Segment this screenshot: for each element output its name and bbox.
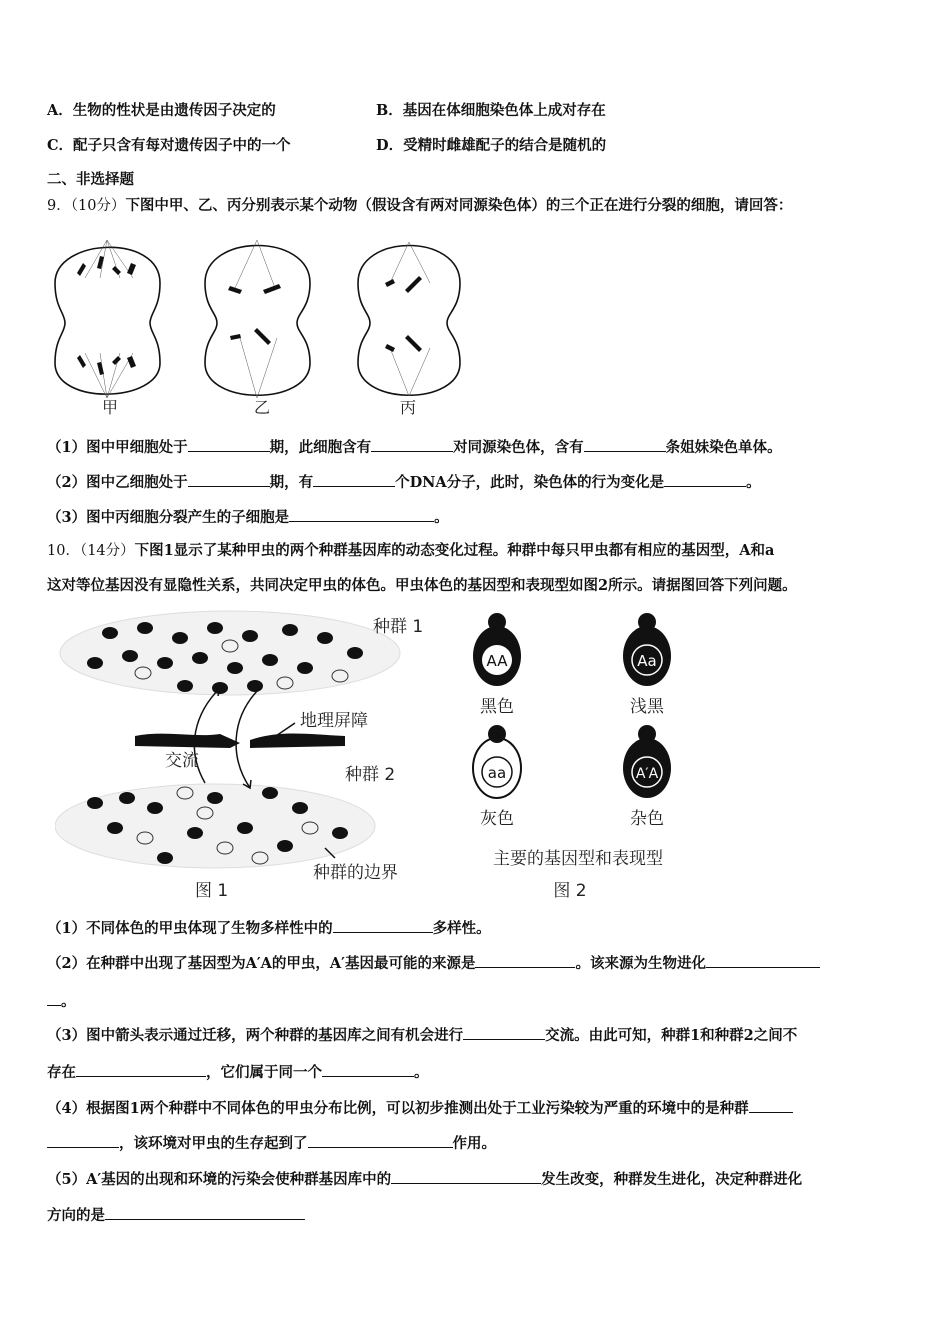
- q10-sub4-cont: [47, 1133, 496, 1154]
- q10-stem-text-1: 下图1显示了某种甲虫的两个种群基因库的动态变化过程。种群中每只甲虫都有相应的基因型，A和a: [134, 542, 775, 559]
- q10-score: （14分）: [79, 543, 135, 559]
- q10-sub1: [47, 918, 491, 939]
- cell-label-jia: 甲: [102, 398, 119, 417]
- option-b: B．基因在体细胞染色体上成对存在: [376, 102, 606, 119]
- cell-label-yi: 乙: [254, 398, 271, 417]
- q10-sub3-blank-1[interactable]: [463, 1025, 545, 1040]
- q10-sub3-blank-2[interactable]: [76, 1062, 206, 1077]
- q9-sub1: [47, 437, 782, 458]
- q9-sub1-text-d: 条姐妹染色单体。: [665, 439, 782, 456]
- q9-sub3-text-a: （3）图中丙细胞分裂产生的子细胞是: [47, 509, 290, 526]
- q10-sub4-blank-1[interactable]: [749, 1098, 793, 1113]
- q10-sub2-blank-2[interactable]: [706, 953, 820, 968]
- beetle-a-prime-a-mixed: [623, 725, 671, 798]
- q9-number: 9．: [47, 198, 71, 214]
- q10-sub3-text-b: 交流。由此可知，种群1和种群2之间不: [545, 1027, 798, 1044]
- population-1-label: 种群 1: [373, 617, 424, 637]
- figure-1-caption: 图 1: [195, 881, 229, 901]
- q10-sub5: [47, 1169, 802, 1190]
- q10-sub2-blank-2-cont[interactable]: [47, 991, 61, 1006]
- barrier-label: 地理屏障: [300, 711, 368, 731]
- q10-sub3-text-e: 。: [414, 1064, 429, 1081]
- q10-sub4-text-a: （4）根据图1两个种群中不同体色的甲虫分布比例，可以初步推测出处于工业污染较为严重的环境中的是种群: [47, 1100, 749, 1117]
- section-title: 二、非选择题: [47, 171, 134, 188]
- q10-sub4-blank-1-cont[interactable]: [47, 1133, 119, 1148]
- q10-sub2-blank-1[interactable]: [475, 953, 575, 968]
- q9-sub3-text-b: 。: [434, 509, 449, 526]
- beetle-aa-grey: [473, 725, 521, 798]
- cell-jia-outline: [55, 247, 160, 394]
- cell-label-bing: 丙: [400, 398, 417, 417]
- genotype-aa-upper: AA: [486, 652, 508, 670]
- figure-2-genotypes: [460, 608, 710, 908]
- q10-sub2: [47, 953, 820, 974]
- q10-sub3-text-a: （3）图中箭头表示通过迁移，两个种群的基因库之间有机会进行: [47, 1027, 464, 1044]
- phenotype-mixed: 杂色: [630, 809, 664, 829]
- q9-sub2-text-c: 个DNA分子，此时，染色体的行为变化是: [395, 474, 665, 491]
- q10-stem-line1: [47, 541, 774, 561]
- q10-sub3-text-c: 存在: [47, 1064, 76, 1081]
- q10-sub2-text-c: 。: [61, 993, 76, 1010]
- phenotype-light-black: 浅黑: [630, 697, 664, 717]
- cell-division-figure: [45, 228, 475, 418]
- option-d: D．受精时雌雄配子的结合是随机的: [376, 137, 607, 154]
- genotype-aa-lower: aa: [487, 764, 507, 782]
- q9-stem: [47, 196, 792, 216]
- geographic-barrier-shape: [135, 734, 345, 749]
- genotype-a-prime-a: A′A: [635, 766, 659, 782]
- q9-sub1-blank-3[interactable]: [584, 437, 666, 452]
- q10-stem-line2: 这对等位基因没有显隐性关系，共同决定甲虫的体色。甲虫体色的基因型和表现型如图2所示。请据图回答下列问题。: [47, 577, 797, 594]
- option-c: C．配子只含有每对遗传因子中的一个: [47, 137, 291, 154]
- q10-sub1-text-a: （1）不同体色的甲虫体现了生物多样性中的: [47, 920, 333, 937]
- q10-sub3-text-d: ，它们属于同一个: [206, 1064, 322, 1081]
- population-2-label: 种群 2: [345, 765, 396, 785]
- exchange-label: 交流: [165, 751, 199, 771]
- q10-sub4: [47, 1098, 793, 1119]
- boundary-label: 种群的边界: [313, 863, 398, 883]
- q9-sub2-blank-2[interactable]: [313, 472, 395, 487]
- q9-sub1-text-b: 期，此细胞含有: [269, 439, 372, 456]
- q9-sub2-text-d: 。: [746, 474, 761, 491]
- q9-sub1-blank-2[interactable]: [371, 437, 453, 452]
- q9-sub1-text-c: 对同源染色体，含有: [453, 439, 584, 456]
- beetle-aa-light-black: [623, 613, 671, 686]
- q10-sub2-text-b: 。该来源为生物进化: [575, 955, 706, 972]
- q9-sub2-text-b: 期，有: [269, 474, 314, 491]
- q10-sub2-text-a: （2）在种群中出现了基因型为A′A的甲虫，A′基因最可能的来源是: [47, 955, 476, 972]
- exchange-arrow-down: [236, 688, 260, 788]
- q9-sub2-blank-1[interactable]: [188, 472, 270, 487]
- q10-sub4-text-b: ，该环境对甲虫的生存起到了: [119, 1135, 308, 1152]
- q10-sub3-cont: [47, 1062, 429, 1083]
- q9-sub2: [47, 472, 761, 493]
- option-a: A．生物的性状是由遗传因子决定的: [47, 102, 276, 119]
- q10-sub4-blank-2[interactable]: [308, 1133, 453, 1148]
- q10-sub5-text-c: 方向的是: [47, 1207, 105, 1224]
- q10-number: 10．: [47, 543, 80, 559]
- q9-sub2-blank-3[interactable]: [664, 472, 746, 487]
- q9-sub1-text-a: （1）图中甲细胞处于: [47, 439, 188, 456]
- q10-sub3: [47, 1025, 797, 1046]
- q10-sub5-cont: [47, 1205, 305, 1226]
- cell-yi-outline: [205, 246, 310, 396]
- q10-sub4-text-c: 作用。: [452, 1135, 496, 1152]
- genotype-aa-mixed: Aa: [637, 652, 657, 670]
- q10-sub1-text-b: 多样性。: [432, 920, 491, 937]
- q10-sub1-blank-1[interactable]: [333, 918, 433, 933]
- q10-sub3-blank-3[interactable]: [322, 1062, 414, 1077]
- q9-stem-text: 下图中甲、乙、丙分别表示某个动物（假设含有两对同源染色体）的三个正在进行分裂的细胞，请回答：: [125, 197, 793, 214]
- beetle-aa-black: [473, 613, 521, 686]
- q9-sub3: [47, 507, 449, 528]
- phenotype-grey: 灰色: [480, 809, 514, 829]
- q9-sub2-text-a: （2）图中乙细胞处于: [47, 474, 188, 491]
- q10-sub5-blank-1[interactable]: [391, 1169, 541, 1184]
- q10-sub5-blank-2[interactable]: [105, 1205, 305, 1220]
- q10-sub5-text-b: 发生改变，种群发生进化，决定种群进化: [541, 1171, 803, 1188]
- q10-sub5-text-a: （5）A′基因的出现和环境的污染会使种群基因库中的: [47, 1171, 392, 1188]
- figure-2-caption: 图 2: [553, 881, 587, 901]
- phenotype-black: 黑色: [480, 697, 514, 717]
- q9-sub1-blank-1[interactable]: [188, 437, 270, 452]
- figure-2-subtitle: 主要的基因型和表现型: [493, 849, 663, 869]
- q9-score: （10分）: [70, 198, 126, 214]
- q10-sub2-cont: [47, 991, 76, 1012]
- cell-bing-outline: [358, 246, 460, 396]
- figure-1-populations: [55, 608, 455, 908]
- q9-sub3-blank-1[interactable]: [289, 507, 434, 522]
